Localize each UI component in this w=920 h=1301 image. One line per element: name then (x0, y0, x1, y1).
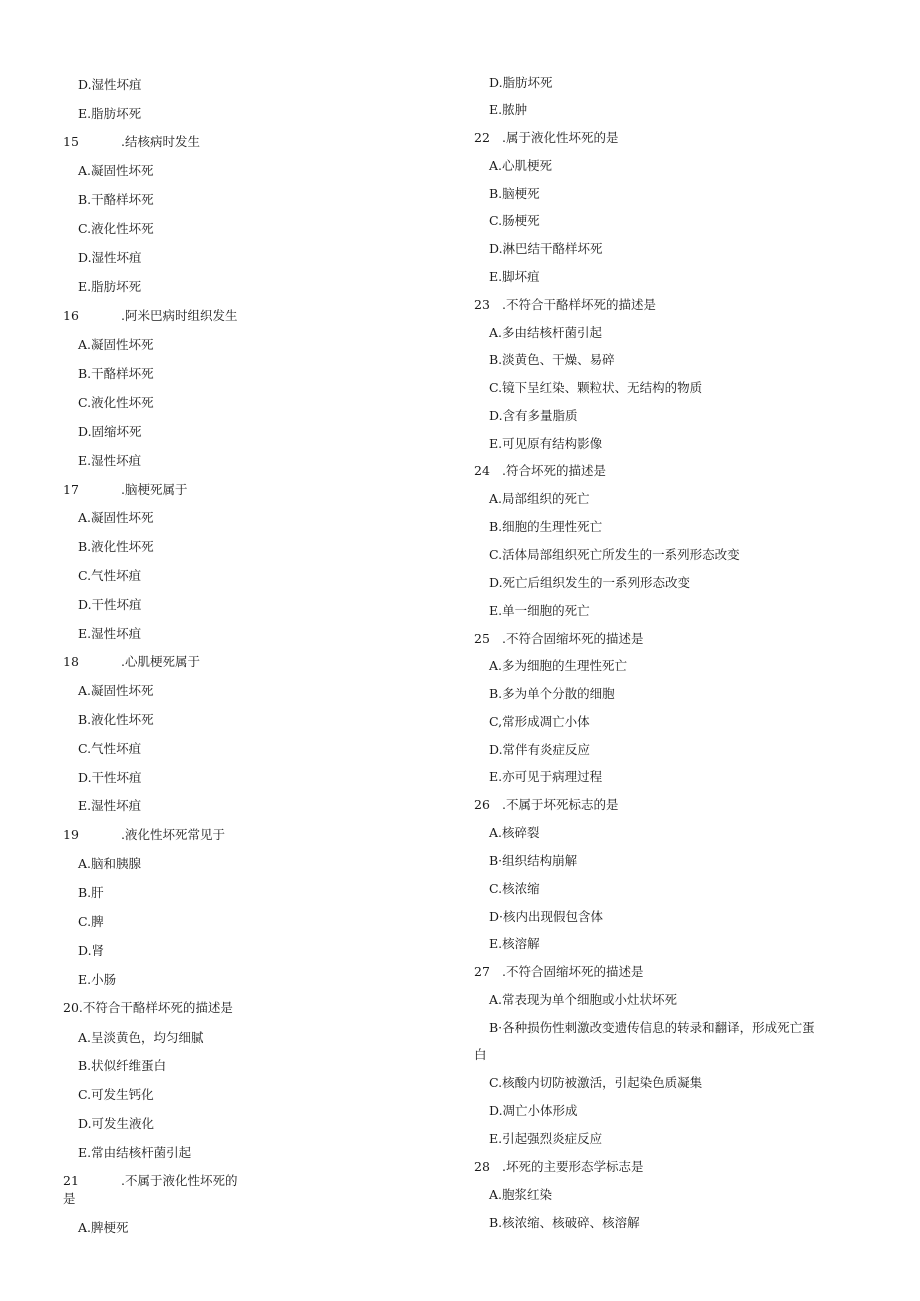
question-number: 24 (474, 463, 490, 478)
question-number: 23 (474, 297, 490, 312)
answer-option: C.核浓缩 (489, 881, 540, 896)
answer-option: D.肾 (78, 943, 105, 958)
answer-option: B.液化性坏死 (78, 539, 154, 554)
question-number: 15 (63, 134, 79, 149)
answer-option: C.气性坏疽 (78, 741, 142, 756)
answer-option: C.可发生钙化 (78, 1087, 154, 1102)
answer-option: E.引起强烈炎症反应 (489, 1131, 603, 1146)
answer-option: C.活体局部组织死亡所发生的一系列形态改变 (489, 547, 740, 562)
question-text: .属于液化性坏死的是 (502, 130, 619, 145)
question-number: 19 (63, 827, 79, 842)
wrapped-text: 是 (63, 1191, 76, 1206)
answer-option: A.多由结核杆菌引起 (489, 325, 603, 340)
question-line (63, 654, 200, 670)
answer-option: D·核内出现假包含体 (489, 909, 603, 924)
answer-option: D.干性坏疽 (78, 770, 142, 785)
answer-option: D.湿性坏疽 (78, 77, 142, 92)
answer-option: B.核浓缩、核破碎、核溶解 (489, 1215, 640, 1230)
answer-option: D.凋亡小体形成 (489, 1103, 578, 1118)
question-text: .结核病时发生 (121, 134, 200, 149)
answer-option: B.淡黄色、干燥、易碎 (489, 352, 615, 367)
answer-option: E.单一细胞的死亡 (489, 603, 590, 618)
answer-option: D.干性坏疽 (78, 597, 142, 612)
answer-option: B.肝 (78, 885, 104, 900)
answer-option: A.凝固性坏死 (78, 163, 154, 178)
question-text: .液化性坏死常见于 (121, 827, 225, 842)
question-text: .不符合干酪样坏死的描述是 (502, 297, 656, 312)
answer-option: E.可见原有结构影像 (489, 436, 603, 451)
question-text: .坏死的主要形态学标志是 (502, 1159, 644, 1174)
question-line (474, 130, 619, 146)
answer-option: E.常由结核杆菌引起 (78, 1145, 192, 1160)
answer-option: C.核酸内切防被激活，引起染色质凝集 (489, 1075, 703, 1090)
answer-option: C.镜下呈红染、颗粒状、无结构的物质 (489, 380, 703, 395)
question-text: .符合坏死的描述是 (502, 463, 606, 478)
answer-option: A.凝固性坏死 (78, 510, 154, 525)
answer-option: A.凝固性坏死 (78, 683, 154, 698)
question-line (474, 797, 619, 813)
question-text: .不属于液化性坏死的 (121, 1173, 238, 1188)
question-line (63, 308, 238, 324)
answer-option: E.脓肿 (489, 102, 528, 117)
answer-option: A.脑和胰腺 (78, 856, 142, 871)
question-line (474, 1159, 644, 1175)
answer-option: C.液化性坏死 (78, 395, 154, 410)
question-text: .不符合固缩坏死的描述是 (502, 964, 644, 979)
answer-option: D.脂肪坏死 (489, 75, 553, 90)
question-number: 16 (63, 308, 79, 323)
question-line (474, 463, 606, 479)
question-text: .不属于坏死标志的是 (502, 797, 619, 812)
answer-option: B.干酪样坏死 (78, 192, 154, 207)
question-number: 21 (63, 1173, 79, 1188)
answer-option: B·各种损伤性刺激改变遗传信息的转录和翻译，形成死亡蛋 (489, 1020, 815, 1035)
answer-option: E.亦可见于病理过程 (489, 769, 603, 784)
question-text: .不符合固缩坏死的描述是 (502, 631, 644, 646)
answer-option: D.湿性坏疽 (78, 250, 142, 265)
answer-option: B.状似纤维蛋白 (78, 1058, 167, 1073)
question-text: .心肌梗死属于 (121, 654, 200, 669)
answer-option: D.可发生液化 (78, 1116, 155, 1131)
question-line: 20.不符合干酪样坏死的描述是 (63, 1000, 233, 1015)
answer-option: C.肠梗死 (489, 213, 540, 228)
answer-option: B.干酪样坏死 (78, 366, 154, 381)
answer-option: B.细胞的生理性死亡 (489, 519, 603, 534)
answer-option: C.液化性坏死 (78, 221, 154, 236)
wrapped-text: 白 (474, 1047, 487, 1062)
answer-option: A.常表现为单个细胞或小灶状坏死 (489, 992, 678, 1007)
answer-option: A.脾梗死 (78, 1220, 129, 1235)
answer-option: E.核溶解 (489, 936, 540, 951)
answer-option: A.多为细胞的生理性死亡 (489, 658, 628, 673)
question-line (474, 964, 644, 980)
answer-option: E.脂肪坏死 (78, 279, 142, 294)
question-line (474, 297, 656, 313)
question-line (63, 482, 188, 498)
answer-option: B·组织结构崩解 (489, 853, 578, 868)
answer-option: D.死亡后组织发生的一系列形态改变 (489, 575, 691, 590)
question-line (63, 1173, 238, 1189)
answer-option: A.核碎裂 (489, 825, 540, 840)
answer-option: C,常形成凋亡小体 (489, 714, 590, 729)
answer-option: A.胞浆红染 (489, 1187, 553, 1202)
question-number: 28 (474, 1159, 490, 1174)
question-line (474, 631, 644, 647)
answer-option: D.淋巴结干酪样坏死 (489, 241, 603, 256)
question-number: 22 (474, 130, 490, 145)
answer-option: A.心肌梗死 (489, 158, 553, 173)
question-number: 26 (474, 797, 490, 812)
question-number: 18 (63, 654, 79, 669)
answer-option: A.凝固性坏死 (78, 337, 154, 352)
answer-option: A.呈淡黄色，均匀细腻 (78, 1030, 204, 1045)
question-number: 27 (474, 964, 490, 979)
answer-option: B.液化性坏死 (78, 712, 154, 727)
question-text: .脑梗死属于 (121, 482, 188, 497)
question-line (63, 827, 225, 843)
answer-option: D.含有多量脂质 (489, 408, 578, 423)
answer-option: D.常伴有炎症反应 (489, 742, 591, 757)
answer-option: E.脂肪坏死 (78, 106, 142, 121)
answer-option: B.脑梗死 (489, 186, 540, 201)
answer-option: A.局部组织的死亡 (489, 491, 590, 506)
answer-option: E.湿性坏疽 (78, 798, 142, 813)
answer-option: E.小肠 (78, 972, 117, 987)
answer-option: C.脾 (78, 914, 104, 929)
answer-option: E.湿性坏疽 (78, 453, 142, 468)
question-text: .阿米巴病时组织发生 (121, 308, 238, 323)
answer-option: E.湿性坏疽 (78, 626, 142, 641)
question-number: 25 (474, 631, 490, 646)
question-number: 17 (63, 482, 79, 497)
answer-option: B.多为单个分散的细胞 (489, 686, 615, 701)
question-line (63, 134, 200, 150)
answer-option: C.气性坏疽 (78, 568, 142, 583)
answer-option: E.脚坏疽 (489, 269, 540, 284)
answer-option: D.固缩坏死 (78, 424, 142, 439)
